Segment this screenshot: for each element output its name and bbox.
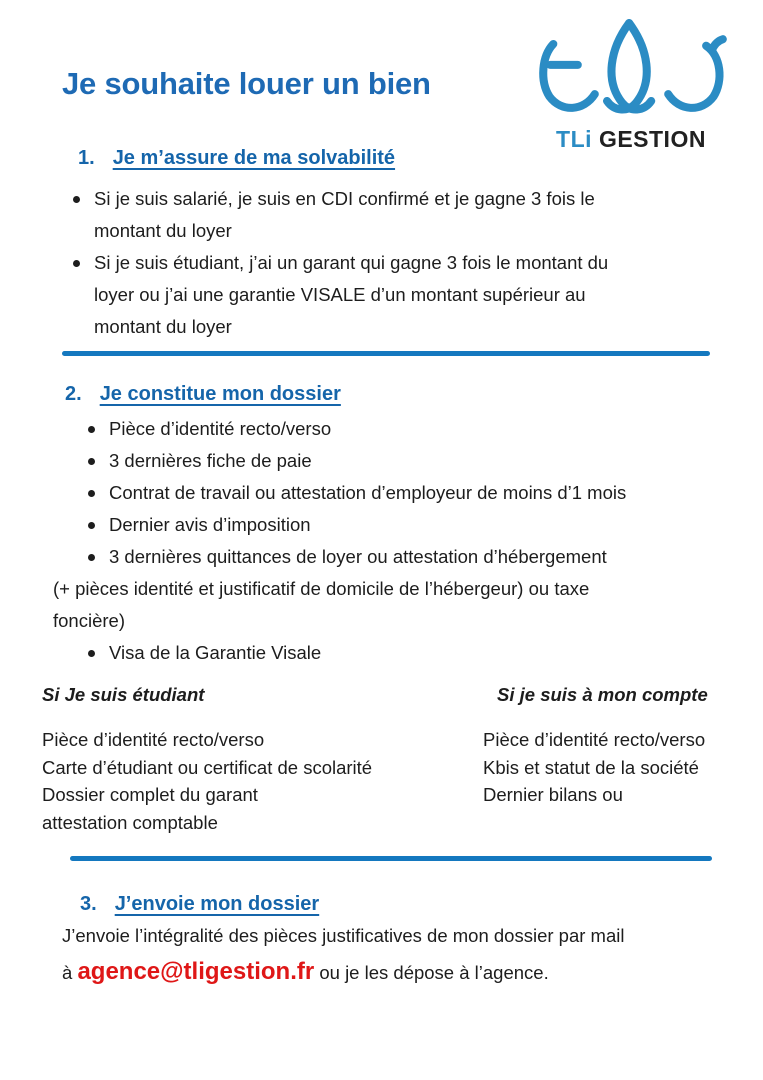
closing-text-line: J’envoie l’intégralité des pièces justificatives de mon dossier par mail	[62, 925, 625, 946]
section-1-title: Je m’assure de ma solvabilité	[112, 147, 396, 169]
closing-email-line	[62, 958, 742, 986]
column-line: Dossier complet du garant	[42, 784, 258, 805]
email-prefix: à	[62, 962, 78, 983]
section-3-heading	[80, 893, 319, 916]
section-2-heading	[65, 383, 341, 406]
list-item: 3 dernières quittances de loyer ou attestation d’hébergement	[85, 541, 723, 573]
student-column	[42, 684, 472, 836]
divider-rule	[62, 351, 710, 356]
self-employed-column-lines	[483, 726, 758, 809]
self-employed-column-heading: Si je suis à mon compte	[497, 684, 708, 705]
divider-rule	[70, 856, 712, 861]
brand-text	[531, 126, 731, 153]
list-item	[70, 247, 710, 343]
dossier-section-body	[53, 413, 723, 669]
note-line: (+ pièces identité et justificatif de domicile de l’hébergeur) ou taxe	[53, 578, 590, 599]
column-line: Dernier bilans ou	[483, 784, 623, 805]
list-item: Pièce d’identité recto/verso	[85, 413, 723, 445]
send-dossier-paragraph	[62, 921, 742, 986]
brand-text-gestion: GESTION	[598, 126, 706, 152]
column-line: Kbis et statut de la société	[483, 756, 699, 778]
student-column-heading: Si Je suis étudiant	[42, 684, 205, 705]
agency-email-link[interactable]: agence@tligestion.fr	[77, 958, 315, 985]
dossier-bullet-list	[85, 413, 723, 573]
list-item	[70, 183, 710, 247]
column-line: Pièce d’identité recto/verso	[42, 729, 265, 750]
section-3-title: J’envoie mon dossier	[114, 893, 320, 915]
note-line: foncière)	[53, 610, 125, 631]
dossier-bullet-list-end	[85, 637, 723, 669]
page-title: Je souhaite louer un bien	[62, 66, 431, 101]
student-column-lines	[42, 726, 472, 836]
bullet-line: Si je suis étudiant, j’ai un garant qui gagne 3 fois le montant du	[94, 252, 609, 273]
list-item: Visa de la Garantie Visale	[85, 637, 723, 669]
column-line: attestation comptable	[42, 811, 218, 833]
section-2-number: 2.	[65, 383, 82, 405]
brand-text-tli: TLi	[556, 126, 593, 152]
column-line: Carte d’étudiant ou certificat de scolarité	[42, 756, 373, 778]
section-1-heading	[78, 147, 395, 170]
hosting-note	[53, 573, 723, 637]
bullet-line: montant du loyer	[94, 220, 232, 241]
bullet-line: montant du loyer	[94, 316, 232, 337]
list-item: Contrat de travail ou attestation d’employeur de moins d’1 mois	[85, 477, 723, 509]
section-2-title: Je constitue mon dossier	[99, 383, 341, 405]
self-employed-column	[483, 684, 758, 809]
tli-monogram-icon	[533, 18, 730, 118]
solvency-bullet-list	[70, 183, 710, 343]
bullet-line: Si je suis salarié, je suis en CDI confirmé et je gagne 3 fois le	[94, 188, 595, 209]
bullet-line: loyer ou j’ai une garantie VISALE d’un montant supérieur au	[94, 284, 586, 305]
company-logo	[531, 18, 731, 153]
section-1-number: 1.	[78, 147, 95, 169]
column-line: Pièce d’identité recto/verso	[483, 729, 706, 750]
email-suffix: ou je les dépose à l’agence.	[314, 962, 549, 983]
list-item: 3 dernières fiche de paie	[85, 445, 723, 477]
section-3-number: 3.	[80, 893, 97, 915]
list-item: Dernier avis d’imposition	[85, 509, 723, 541]
